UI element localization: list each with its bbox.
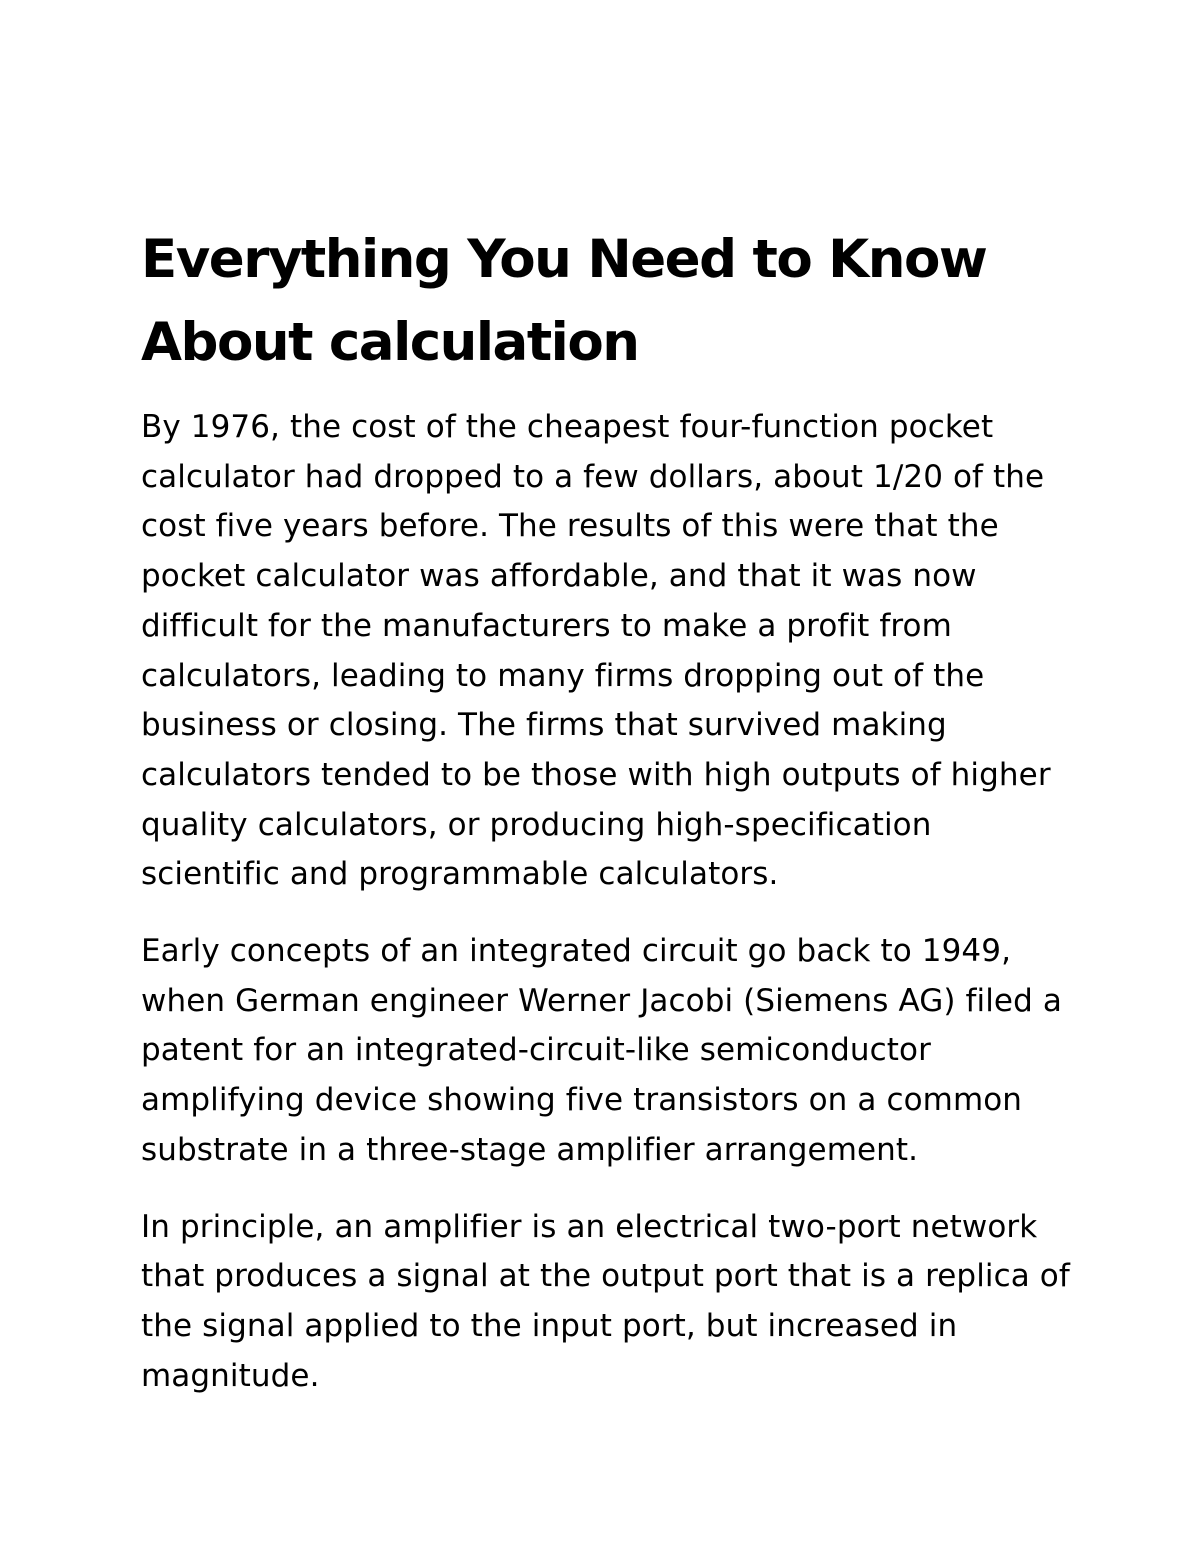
paragraph-integrated-circuit: Early concepts of an integrated circuit go back to 1949, when German engineer Werner Jacobi (Siemens AG) filed a patent for an integrated-circuit-like semiconductor amplifying device showing five transistors on a common substrate in a three-stage amplifier arrangement.	[141, 933, 1062, 1168]
document-title: Everything You Need to Know About calculation	[141, 229, 987, 373]
paragraph-calculator-prices: By 1976, the cost of the cheapest four-function pocket calculator had dropped to a few dollars, about 1/20 of the cost five years before. The results of this were that the pocket calculator was affordable, and that it was now difficult for the manufacturers to make a profit from calculators, leading to many firms dropping out of the business or closing. The firms that survived making calculators tended to be those with high outputs of higher quality calculators, or producing high-specification scientific and programmable calculators.	[141, 409, 1051, 893]
document-body	[141, 218, 1071, 1401]
paragraph-amplifier: In principle, an amplifier is an electrical two-port network that produces a signal at the output port that is a replica of the signal applied to the input port, but increased in magnitude.	[141, 1208, 1070, 1394]
